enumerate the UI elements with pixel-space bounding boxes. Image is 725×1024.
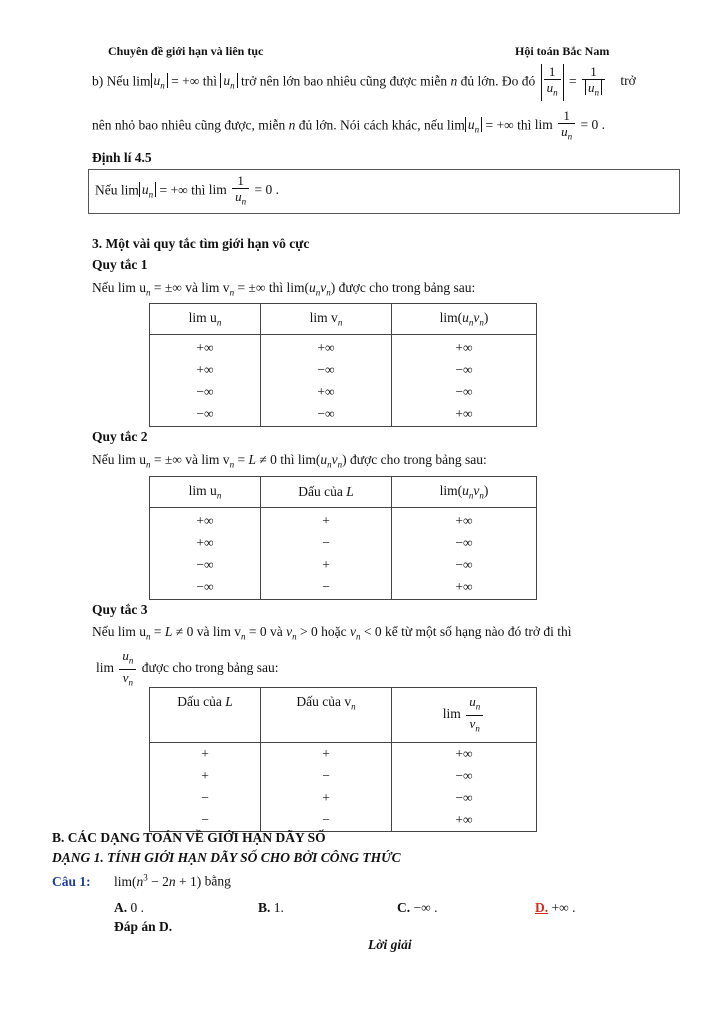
rule2-col1: +∞ +∞ −∞ −∞ (150, 508, 261, 600)
formula: $\lim u_n$ = +∞ (132, 73, 200, 92)
section-b-title: B. CÁC DẠNG TOÁN VỀ GIỚI HẠN DÃY SỐ (52, 830, 326, 845)
rule1-col2: +∞ −∞ +∞ −∞ (261, 335, 392, 427)
rule1-title: Quy tắc 1 (92, 257, 148, 272)
answer-line: Đáp án D. (114, 919, 173, 934)
theorem-title: Định lí 4.5 (92, 150, 152, 165)
rule1-intro: Nếu $\lim u_n$ = ±∞ và $\lim v_n$ = ±∞ thì $\lim(u_nv_n)$ được cho trong bảng sau: (92, 280, 476, 298)
rule1-table: $\lim u_n$ $\lim v_n$ $\lim(u_nv_n)$ +∞ +∞ −∞ −∞ +∞ −∞ +∞ −∞ +∞ −∞ −∞ +∞ (149, 303, 537, 427)
option-c[interactable]: C. −∞ . (397, 900, 438, 915)
option-d[interactable]: D. +∞ . (535, 900, 576, 915)
header-left: Chuyên đề giới hạn và liên tục (108, 44, 264, 58)
option-b[interactable]: B. 1. (258, 900, 284, 915)
option-a[interactable]: A. 0 . (114, 900, 144, 915)
header-right: Hội toán Bắc Nam (515, 44, 610, 58)
section-b-subtitle: DẠNG 1. TÍNH GIỚI HẠN DÃY SỐ CHO BỞI CÔNG THỨC (52, 850, 401, 865)
rule2-table: $\lim u_n$ Dấu của L $\lim(u_nv_n)$ +∞ +∞ −∞ −∞ + − + − +∞ −∞ −∞ +∞ (149, 476, 537, 600)
formula-frac: $\frac{1}{u_n}$ (541, 64, 564, 101)
rule3-intro2: lim $\frac{u_n}{v_n}$ được cho trong bảng sau: (96, 648, 279, 688)
rule3-intro: Nếu $\lim u_n = L \ne 0$ và $\lim v_n = 0$ và $v_n > 0$ hoặc $v_n < 0$ kể từ một số hạng nào đó trở đi thì (92, 624, 572, 642)
rule3-col3: +∞ −∞ −∞ +∞ (392, 743, 537, 832)
rule1-col1: +∞ +∞ −∞ −∞ (150, 335, 261, 427)
solution-heading: Lời giải (368, 937, 412, 952)
para-b-line2: nên nhỏ bao nhiêu cũng được, miễn n đủ lớn. Nói cách khác, nếu $\lim u_n$ = +∞ thì lim $\frac{1}{u_n}$ = 0 . (92, 108, 606, 142)
rule3-title: Quy tắc 3 (92, 602, 148, 617)
rule1-col3: +∞ −∞ −∞ +∞ (392, 335, 537, 427)
question-1-text: $\lim(n^3 - 2n + 1)$ bằng (114, 872, 231, 889)
rule3-col1: + + − − (150, 743, 261, 832)
rule3-table: Dấu của L Dấu của $v_n$ lim $\frac{u_n}{v_n}$ + + − − + − + − +∞ −∞ −∞ +∞ (149, 687, 537, 832)
rule2-col3: +∞ −∞ −∞ +∞ (392, 508, 537, 600)
question-1-label: Câu 1: (52, 874, 91, 889)
theorem-box: Nếu $\lim u_n$ = +∞ thì lim $\frac{1}{u_n}$ = 0 . (88, 169, 680, 214)
para-b-line1: b) Nếu $\lim u_n$ = +∞ thì $u_n$ trở nên lớn bao nhiêu cũng được miễn n đủ lớn. Đo đó $\frac{1}{u_n}$ = $\frac{1}{u_n}$ trở (92, 64, 636, 101)
rule2-title: Quy tắc 2 (92, 429, 148, 444)
section-3-title: 3. Một vài quy tắc tìm giới hạn vô cực (92, 236, 310, 251)
rule2-col2: + − + − (261, 508, 392, 600)
rule3-col2: + − + − (261, 743, 392, 832)
rule2-intro: Nếu $\lim u_n$ = ±∞ và $\lim v_n = L \ne 0$ thì $\lim(u_nv_n)$ được cho trong bảng sau: (92, 452, 487, 470)
